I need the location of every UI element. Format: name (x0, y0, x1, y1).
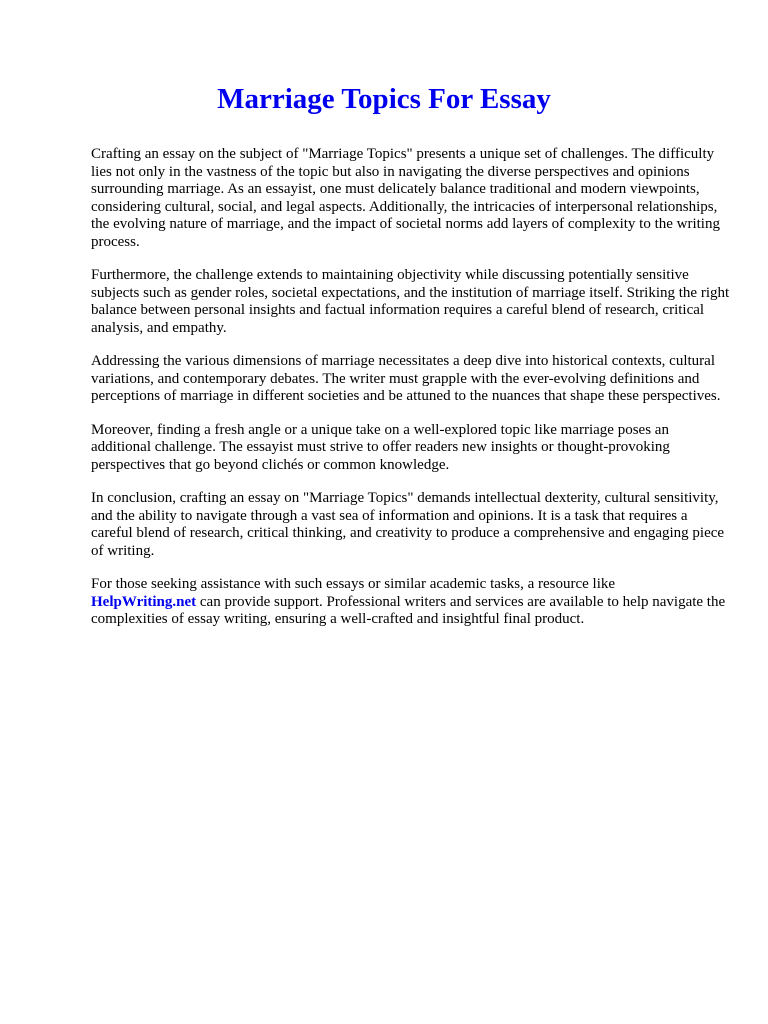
paragraph-dimensions: Addressing the various dimensions of marriage necessitates a deep dive into historical contexts, cultural variations, and contemporary debates. The writer must grapple with the ever-evolving definitions and perceptions of marriage in different societies and be attuned to the nuances that shape these perspectives. (91, 353, 721, 404)
page-title: Marriage Topics For Essay (217, 83, 551, 115)
assistance-text-after-link: can provide support. Professional writers and services are available to help navigate the complexities of essay writing, ensuring a well-crafted and insightful final product. (91, 593, 726, 627)
helpwriting-link[interactable]: HelpWriting.net (91, 593, 197, 610)
paragraph-assistance (91, 576, 731, 629)
paragraph-fresh-angle: Moreover, finding a fresh angle or a unique take on a well-explored topic like marriage poses an additional challenge. The essayist must strive to offer readers new insights or thought-provoking perspectives that go beyond clichés or common knowledge. (91, 421, 670, 473)
paragraph-objectivity: Furthermore, the challenge extends to maintaining objectivity while discussing potentially sensitive subjects such as gender roles, societal expectations, and the institution of marriage itself. Striking the right balance between personal insights and factual information requires a careful blend of research, critical analysis, and empathy. (91, 267, 730, 336)
essay-body (91, 146, 731, 645)
assistance-text-before-link: For those seeking assistance with such essays or similar academic tasks, a resource like (91, 576, 616, 592)
paragraph-conclusion: In conclusion, crafting an essay on "Marriage Topics" demands intellectual dexterity, cultural sensitivity, and the ability to navigate through a vast sea of information and opinions. It is a task that requires a careful blend of research, critical thinking, and creativity to produce a comprehensive and engaging piece of writing. (91, 490, 725, 559)
paragraph-intro: Crafting an essay on the subject of "Marriage Topics" presents a unique set of challenges. The difficulty lies not only in the vastness of the topic but also in navigating the diverse perspectives and opinions surrounding marriage. As an essayist, one must delicately balance traditional and modern viewpoints, considering cultural, social, and legal aspects. Additionally, the intricacies of interpersonal relationships, the evolving nature of marriage, and the impact of societal norms add layers of complexity to the writing process. (91, 146, 720, 250)
